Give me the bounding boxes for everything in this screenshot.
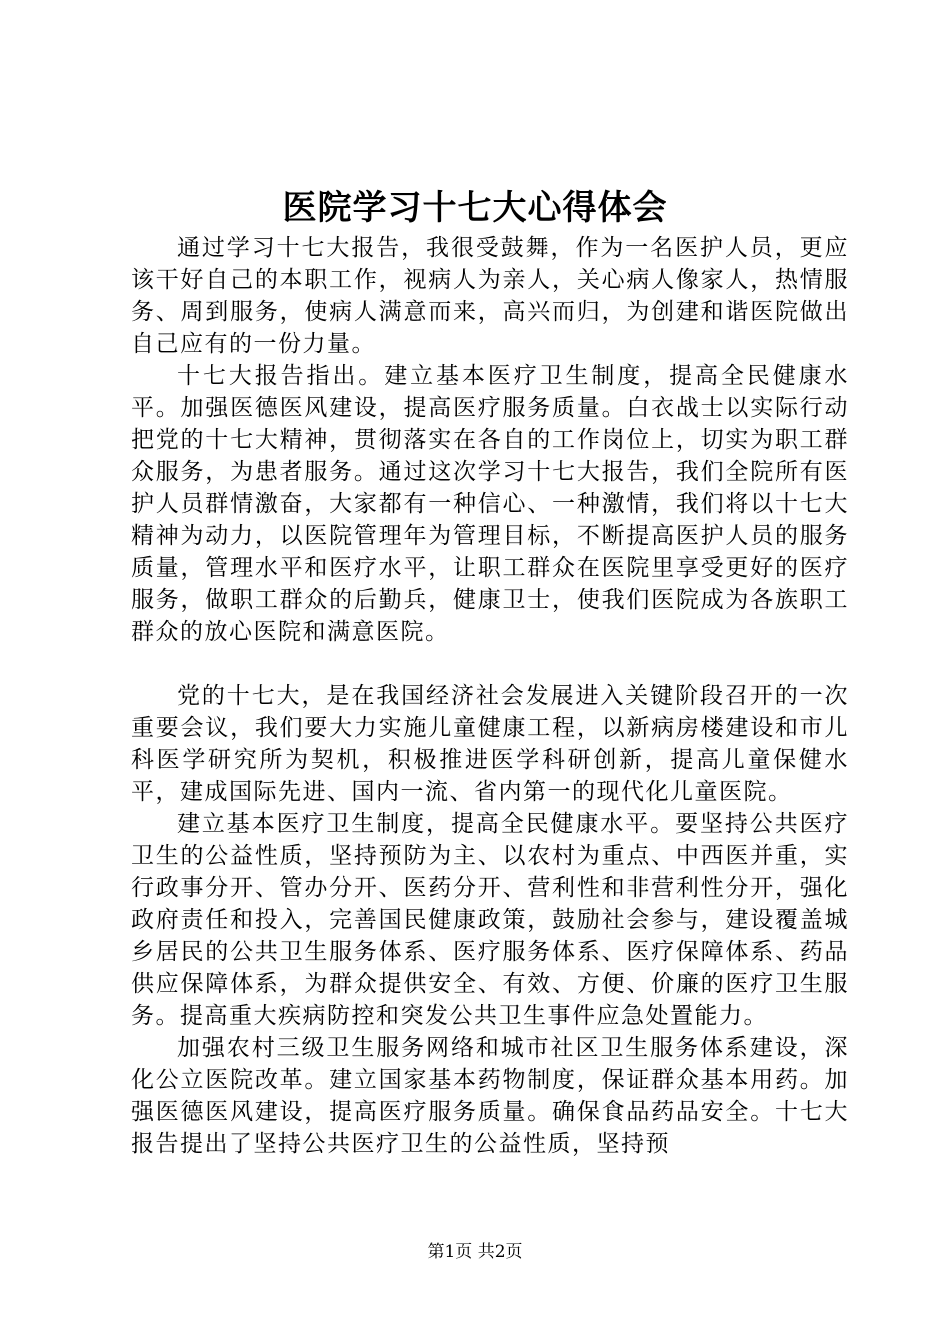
paragraph-1: 通过学习十七大报告，我很受鼓舞，作为一名医护人员，更应该干好自己的本职工作，视病人为亲人，关心病人像家人，热情服务、周到服务，使病人满意而来，高兴而归，为创建和谐医院做出自己应有的一份力量。 bbox=[131, 235, 849, 357]
paragraph-3: 党的十七大，是在我国经济社会发展进入关键阶段召开的一次重要会议，我们要大力实施儿童健康工程，以新病房楼建设和市儿科医学研究所为契机，积极推进医学科研创新，提高儿童保健水平，建成国际先进、国内一流、省内第一的现代化儿童医院。 bbox=[131, 683, 849, 805]
document-title: 医院学习十七大心得体会 bbox=[282, 188, 668, 228]
page-footer: 第1页 共2页 bbox=[427, 1242, 523, 1262]
document-body bbox=[131, 232, 849, 1160]
paragraph-2: 十七大报告指出。建立基本医疗卫生制度，提高全民健康水平。加强医德医风建设，提高医疗服务质量。白衣战士以实际行动把党的十七大精神，贯彻落实在各自的工作岗位上，切实为职工群众服务，为患者服务。通过这次学习十七大报告，我们全院所有医护人员群情激奋，大家都有一种信心、一种激情，我们将以十七大精神为动力，以医院管理年为管理目标，不断提高医护人员的服务质量，管理水平和医疗水平，让职工群众在医院里享受更好的医疗服务，做职工群众的后勤兵，健康卫士，使我们医院成为各族职工群众的放心医院和满意医院。 bbox=[131, 363, 849, 645]
paragraph-5: 加强农村三级卫生服务网络和城市社区卫生服务体系建设，深化公立医院改革。建立国家基本药物制度，保证群众基本用药。加强医德医风建设，提高医疗服务质量。确保食品药品安全。十七大报告提出了坚持公共医疗卫生的公益性质，坚持预 bbox=[131, 1035, 849, 1157]
paragraph-4: 建立基本医疗卫生制度，提高全民健康水平。要坚持公共医疗卫生的公益性质，坚持预防为主、以农村为重点、中西医并重，实行政事分开、管办分开、医药分开、营利性和非营利性分开，强化政府责任和投入，完善国民健康政策，鼓励社会参与，建设覆盖城乡居民的公共卫生服务体系、医疗服务体系、医疗保障体系、药品供应保障体系，为群众提供安全、有效、方便、价廉的医疗卫生服务。提高重大疾病防控和突发公共卫生事件应急处置能力。 bbox=[131, 811, 849, 1029]
paragraph-spacer bbox=[131, 648, 849, 680]
